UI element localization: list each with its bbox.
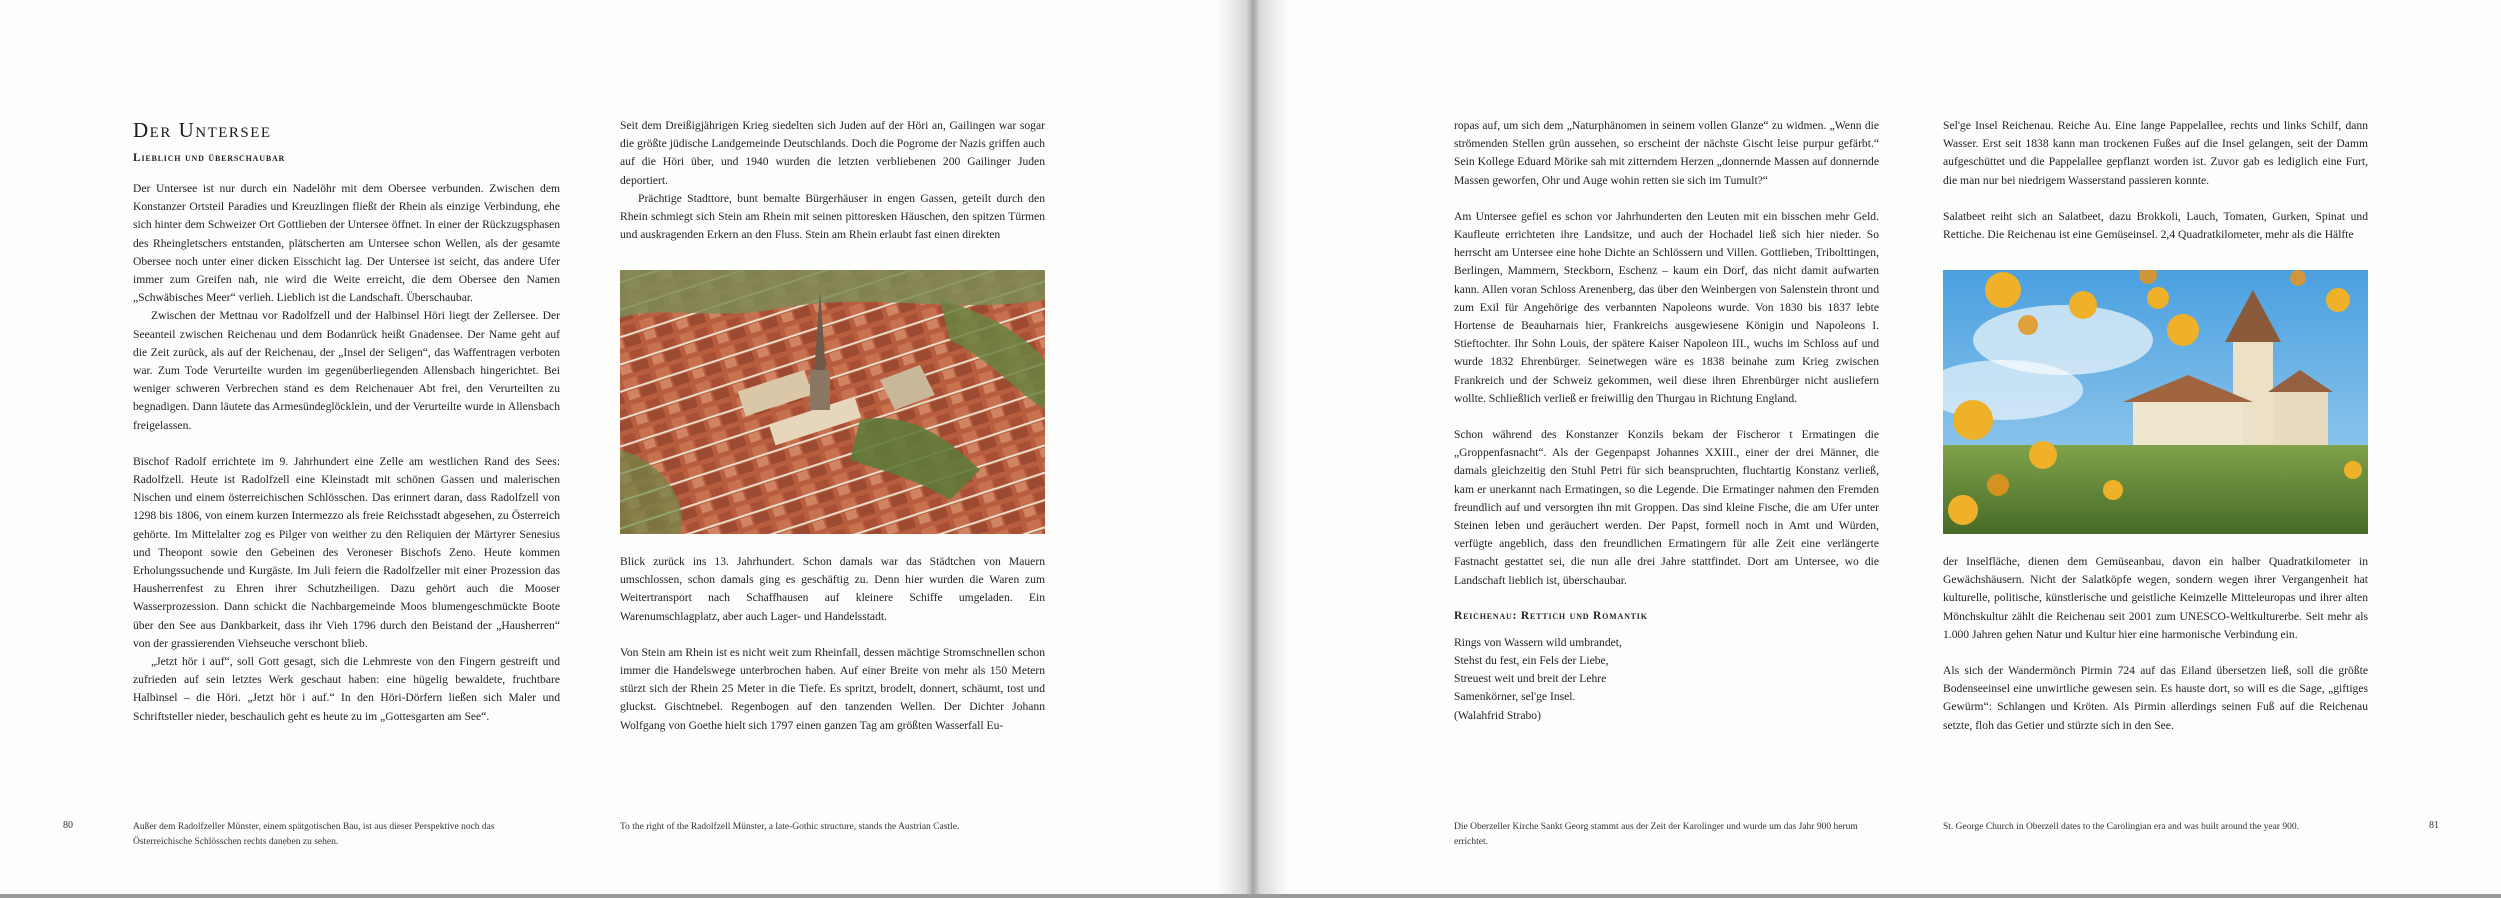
section-heading: Der Untersee [133, 118, 272, 142]
st-george-church-photo [1943, 270, 2368, 534]
page-edge [0, 894, 2501, 898]
page-number: 81 [2429, 820, 2439, 831]
paragraph: Bischof Radolf errichtete im 9. Jahrhundert eine Zelle am westlichen Rand des Sees: Radolfzell. Heute ist Radolfzell eine Kleinstadt mit schönen Gassen und malerischen Nischen und einem österreichischen Schlösschen. Das erinnert daran, dass Radolfzell von 1298 bis 1806, von einem kurzen Intermezzo als freie Reichsstadt abgesehen, zu Österreich gehörte. Im Mittelalter zog es Pilger von weither zu den Reliquien der Märtyrer Senesius und Theopont sowie den Gebeinen des Veroneser Bischofs Zeno. Heute kommen Erholungssuchende und Kurgäste. Im Juli feiern die Radolfzeller mit einer Prozession das Hausherrenfest zu Ehren ihrer Schutzheiligen. Dazu gehört auch die Mooser Wasserprozession. Dann schickt die Nachbargemeinde Moos blumengeschmückte Boote über den See aus Dankbarkeit, dass ihr Vieh 1796 durch den Beistand der „Hausherren“ von der grassierenden Viehseuche verschont blieb. [133, 454, 560, 650]
photo-caption-en: St. George Church in Oberzell dates to the Carolingian era and was built around the year 900. [1943, 822, 2299, 832]
paragraph: der Inselfläche, dienen dem Gemüseanbau, davon ein halber Quadratkilometer in Gewächshäusern. Nicht der Salatköpfe wegen, sondern wegen ihrer Vergangenheit hat kulturelle, politische, künstlerische und geistliche Keimzelle Mitteleuropas und ihrer alten Mönchskultur zählt die Reichenau seit 2001 zum UNESCO-Weltkulturerbe. Seit mehr als 1.000 Jahren gehen Natur und Kultur hier eine harmonische Verbindung ein. [1943, 555, 2368, 641]
left-column-2-top [620, 117, 1045, 244]
paragraph: Zwischen der Mettnau vor Radolfzell und der Halbinsel Höri liegt der Zellersee. Der Seeanteil zwischen Reichenau und dem Bodanrück heißt Gnadensee. Der Name geht auf die Zeit zurück, als auf der Reichenau, der „Insel der Seligen“, das Waffentragen verboten war. Zum Tode Verurteilte wurden im gegenüberliegenden Allensbach hingerichtet. Bei weniger schweren Verbrechen stand es dem Reichenauer Abt frei, den Verurteilten zu begnadigen. Dann läutete das Armesündeglöcklein, und der Verurteilte wurde in Allensbach freigelassen. [133, 309, 560, 432]
paragraph: Als sich der Wandermönch Pirmin 724 auf das Eiland übersetzen ließ, soll die größte Bodenseeinsel eine unwirtliche gewesen sein. Es hauste dort, so will es die Sage, „giftiges Gewürm“: Schlangen und Kröten. Als Pirmin allerdings seinen Fuß auf die Reichenau setzte, floh das Getier und stürzte sich in den See. [1943, 664, 2368, 732]
paragraph: Am Untersee gefiel es schon vor Jahrhunderten den Leuten mit ein bisschen mehr Geld. Kaufleute errichteten ihre Landsitze, und auch der Hochadel ließ sich hier nieder. So herrscht am Untersee eine hohe Dichte an Schlössern und Villen. Gottlieben, Tribolttingen, Berlingen, Mammern, Steckborn, Eschenz – kaum ein Dorf, das nicht damit aufwarten kann. Allen voran Schloss Arenenberg, das über den Weinbergen von Salenstein thront und zum Exil für Angehörige des verbannten Napoleons wurde. Von 1830 bis 1837 lebte Hortense de Beauharnais hier, Frankreichs ausgewiesene Königin und Napoleons I. Stieftochter. Ihr Sohn Louis, der spätere Kaiser Napoleon III., wuchs im Schloss auf und wurde 1832 Ehrenbürger. Seinetwegen wäre es 1838 beinahe zum Krieg zwischen Frankreich und der Schweiz gekommen, weil diese ihren Ehrenbürger nicht ausliefern wollte. Schließlich verließ er freiwillig den Thurgau in Richtung England. [1454, 209, 1879, 405]
page-number: 80 [63, 820, 73, 831]
verse-author: (Walahfrid Strabo) [1454, 708, 1541, 722]
paragraph: Sel'ge Insel Reichenau. Reiche Au. Eine lange Pappelallee, rechts und links Schilf, dann Wasser. Erst seit 1838 kann man trockenen Fußes auf die Insel gelangen, seit der Damm aufgeschüttet und die Pappelallee gepflanzt worden ist. Zuvor gab es lediglich eine Furt, die man nur bei niedrigem Wasserstand passieren konnte. [1943, 119, 2368, 187]
section-subheading: Reichenau: Rettich und Romantik [1454, 609, 1648, 622]
verse-line: Streuest weit und breit der Lehre [1454, 672, 1607, 686]
paragraph: ropas auf, um sich dem „Naturphänomen in seinem vollen Glanze“ zu widmen. „Wenn die strömenden Stellen grün aussehen, so erscheint der nächste Gischt leise purpur gefärbt.“ Sein Kollege Eduard Mörike sah mit zitterndem Herzen „donnernde Massen auf donnernde Massen geworfen, Ohr und Auge wohin retten sie sich im Tumult?“ [1454, 119, 1879, 187]
left-column-2-bottom [620, 553, 1045, 735]
verse-line: Samenkörner, sel'ge Insel. [1454, 690, 1576, 704]
left-column-1 [133, 118, 560, 726]
verse-line: Rings von Wassern wild umbrandet, [1454, 635, 1622, 649]
photo-caption-de: Außer dem Radolfzeller Münster, einem spätgotischen Bau, ist aus dieser Perspektive noch das Österreichische Schlösschen rechts daneben zu sehen. [133, 822, 495, 847]
paragraph: Von Stein am Rhein ist es nicht weit zum Rheinfall, dessen mächtige Stromschnellen schon immer die Handelswege unterbrochen haben. Auf einer Breite von mehr als 150 Metern stürzt sich der Rhein 25 Meter in die Tiefe. Es spritzt, brodelt, donnert, schäumt, tost und gluckst. Gischtnebel. Regenbogen auf den tanzenden Wellen. Der Dichter Johann Wolfgang von Goethe hielt sich 1797 einen ganzen Tag am größten Wasserfall Eu- [620, 645, 1045, 732]
right-page [1253, 0, 2501, 898]
photo-caption-en: To the right of the Radolfzell Münster, a late-Gothic structure, stands the Austrian Castle. [620, 822, 960, 832]
paragraph: Prächtige Stadttore, bunt bemalte Bürgerhäuser in engen Gassen, geteilt durch den Rhein schmiegt sich Stein am Rhein mit seinen pittoresken Häuschen, den spitzen Türmen und auskragenden Erkern an den Fluss. Stein am Rhein erlaubt fast einen direkten [620, 191, 1045, 242]
paragraph: Schon während des Konstanzer Konzils bekam der Fischeror t Ermatingen die „Groppenfasnacht“. Als der Gegenpapst Johannes XXIII., einer der drei Männer, die damals gleichzeitig den Stuhl Petri für sich beanspruchten, fluchtartig Konstanz verließ, kam er unerkannt nach Ermatingen, so die Legende. Die Ermatinger nahmen den Fremden freundlich auf und versorgten ihn mit Groppen. Das sind kleine Fische, die am Ufer unter Steinen leben und geräuchert werden. Der Papst, formell noch in Amt und Würden, verfügte angeblich, dass den freundlichen Ermatingern für alle Zeit eine verlängerte Fastnacht gestattet sei, die nun alle drei Jahre stattfindet. Dort am Untersee, wo die Landschaft lieblich ist, überschaubar. [1454, 428, 1879, 587]
book-gutter [1218, 0, 1288, 898]
section-subheading: Lieblich und überschaubar [133, 152, 286, 164]
paragraph: Blick zurück ins 13. Jahrhundert. Schon damals war das Städtchen von Mauern umschlossen, schon damals ging es geschäftig zu. Denn hier wurden die Waren zum Weitertransport nach Schaffhausen auf kleinere Schiffe umgeladen. Ein Warenumschlagplatz, aber auch Lager- und Handelsstadt. [620, 555, 1045, 623]
verse-line: Stehst du fest, ein Fels der Liebe, [1454, 654, 1609, 668]
paragraph: Salatbeet reiht sich an Salatbeet, dazu Brokkoli, Lauch, Tomaten, Gurken, Spinat und Rettiche. Die Reichenau ist eine Gemüseinsel. 2,4 Quadratkilometer, mehr als die Hälfte [1943, 209, 2368, 242]
verse [1454, 634, 1879, 725]
paragraph: Seit dem Dreißigjährigen Krieg siedelten sich Juden auf der Höri an, Gailingen war sogar die größte jüdische Landgemeinde Deutschlands. Doch die Pogrome der Nazis griffen auch auf die Höri über, und 1940 wurden die letzten verbliebenen 200 Gailinger Juden deportiert. [620, 119, 1045, 187]
paragraph: „Jetzt hör i auf“, soll Gott gesagt, sich die Lehmreste von den Fingern gestreift und zufrieden auf sein letztes Werk geschaut haben: eine hügelig bewaldete, fruchtbare Halbinsel – die Höri. „Jetzt hör i auf.“ In den Höri-Dörfern ließen sich Maler und Schriftsteller nieder, beschaulich geht es heute zu im „Gottesgarten am See“. [133, 655, 560, 723]
right-column-1 [1454, 117, 1879, 725]
radolfzell-town-photo [620, 270, 1045, 534]
left-page [0, 0, 1248, 898]
paragraph: Der Untersee ist nur durch ein Nadelöhr mit dem Obersee verbunden. Zwischen dem Konstanzer Ortsteil Paradies und Kreuzlingen fließt der Rhein als einzige Verbindung, ehe sich hinter dem Schweizer Ort Gottlieben der Untersee öffnet. In einer der Rückzugsphasen des Rheingletschers entstanden, plätscherten am Untersee schon Wellen, als der gesamte Obersee noch unter einer dicken Eisschicht lag. Der Untersee ist seicht, das andere Ufer immer zum Greifen nah, nie wird die Weite erreicht, die dem Obersee den Namen „Schwäbisches Meer“ verlieh. Lieblich ist die Landschaft. Überschaubar. [133, 182, 560, 305]
photo-caption-de: Die Oberzeller Kirche Sankt Georg stammt aus der Zeit der Karolinger und wurde um das Jahr 900 herum errichtet. [1454, 822, 1858, 847]
right-column-2-bottom [1943, 553, 2368, 735]
right-column-2-top [1943, 117, 2368, 244]
